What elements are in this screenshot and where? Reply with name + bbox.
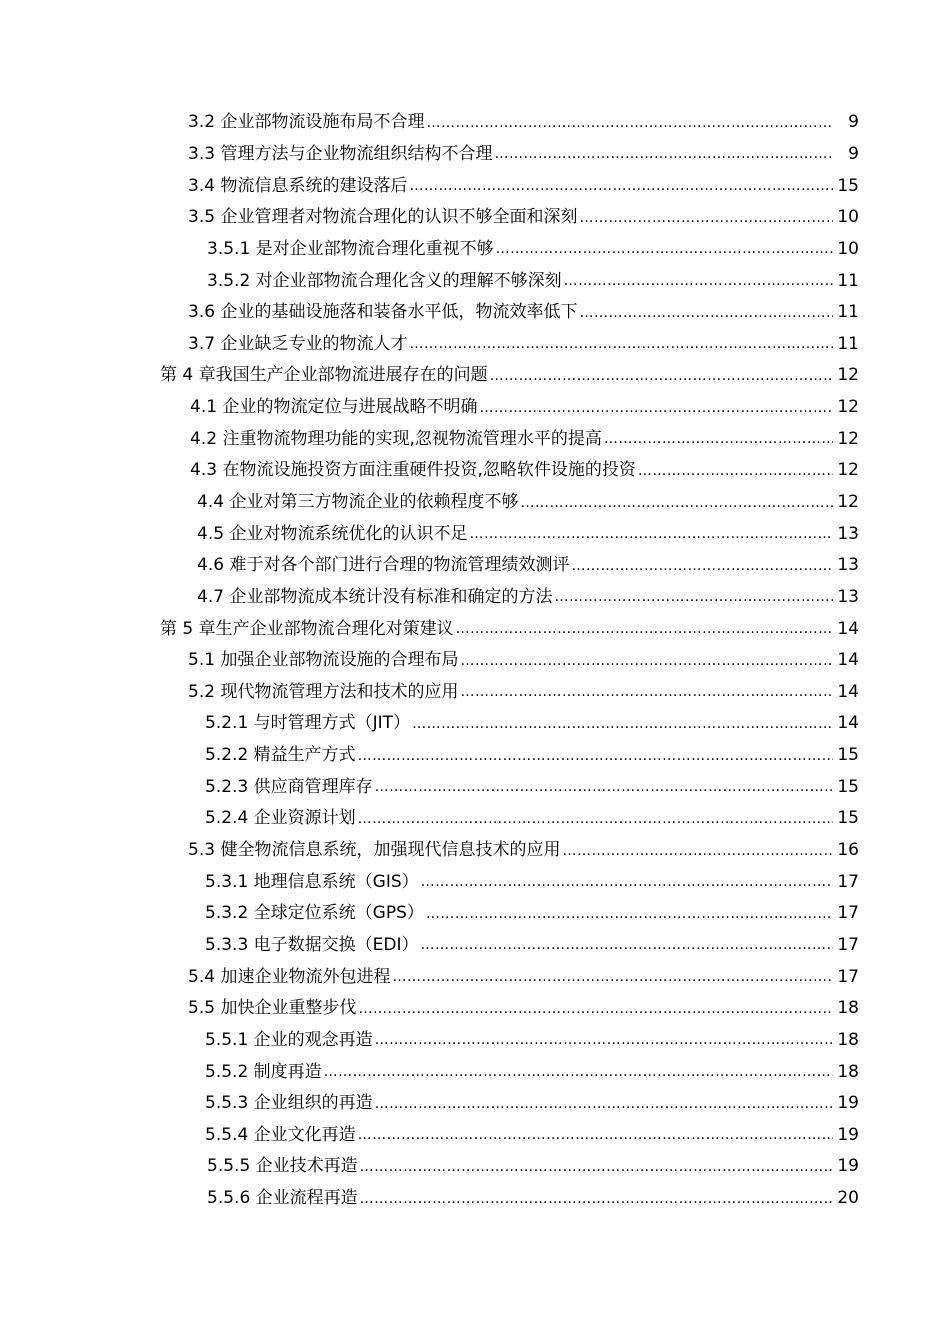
toc-entry-title: 4.4 企业对第三方物流企业的依赖程度不够	[197, 492, 519, 512]
toc-entry-title: 5.5.3 企业组织的再造	[205, 1093, 373, 1114]
toc-entry[interactable]	[0, 455, 950, 487]
toc-entry[interactable]	[0, 1088, 950, 1120]
toc-entry[interactable]	[0, 708, 950, 740]
toc-entry[interactable]	[0, 392, 950, 424]
toc-entry-title: 5.3.2 全球定位系统（GPS）	[205, 903, 424, 924]
toc-entry[interactable]	[0, 582, 950, 614]
toc-page-number: 15	[837, 776, 859, 797]
toc-page-number: 12	[837, 365, 859, 386]
toc-dot-leader	[409, 177, 833, 195]
toc-page-number: 15	[837, 808, 859, 829]
toc-entry-title: 5.2 现代物流管理方法和技术的应用	[188, 681, 459, 702]
toc-entry[interactable]	[0, 1025, 950, 1057]
toc-page-number: 14	[837, 713, 859, 734]
toc-entry-title: 第 5 章生产企业部物流合理化对策建议	[160, 618, 454, 639]
toc-page-number: 18	[837, 1061, 859, 1082]
toc-page-number: 10	[837, 207, 859, 228]
toc-entry-title: 5.2.4 企业资源计划	[205, 808, 356, 829]
toc-page-number: 17	[837, 903, 859, 924]
toc-page-number: 12	[837, 492, 859, 512]
toc-page-number: 18	[837, 998, 859, 1019]
toc-dot-leader	[562, 842, 833, 860]
toc-entry-title: 3.5.2 对企业部物流合理化含义的理解不够深刻	[207, 270, 562, 291]
toc-entry[interactable]	[0, 234, 950, 266]
toc-page-number: 10	[837, 238, 859, 259]
toc-entry[interactable]	[0, 803, 950, 835]
toc-page-number: 12	[837, 460, 859, 481]
toc-dot-leader	[579, 304, 833, 322]
toc-page-number: 19	[837, 1156, 859, 1177]
toc-dot-leader	[554, 588, 833, 606]
toc-entry[interactable]	[0, 360, 950, 392]
toc-entry[interactable]	[0, 993, 950, 1025]
toc-page-number: 15	[837, 175, 859, 196]
toc-page-number: 9	[848, 112, 859, 133]
toc-entry[interactable]	[0, 835, 950, 867]
toc-entry-title: 3.7 企业缺乏专业的物流人才	[188, 333, 408, 354]
toc-entry-title: 5.5.5 企业技术再造	[207, 1156, 358, 1177]
toc-entry[interactable]	[0, 487, 950, 519]
toc-entry-title: 5.2.2 精益生产方式	[205, 745, 356, 766]
toc-entry[interactable]	[0, 930, 950, 962]
toc-entry-title: 4.3 在物流设施投资方面注重硬件投资,忽略软件设施的投资	[190, 460, 636, 481]
toc-dot-leader	[360, 1190, 833, 1208]
toc-entry-title: 4.5 企业对物流系统优化的认识不足	[197, 523, 468, 544]
toc-page-number: 14	[837, 618, 859, 639]
toc-dot-leader	[604, 430, 833, 448]
toc-entry[interactable]	[0, 771, 950, 803]
toc-entry[interactable]	[0, 423, 950, 455]
toc-dot-leader	[564, 272, 833, 290]
toc-dot-leader	[412, 715, 833, 733]
toc-dot-leader	[460, 683, 833, 701]
toc-entry-title: 3.6 企业的基础设施落和装备水平低，物流效率低下	[188, 302, 578, 323]
toc-page-number: 19	[837, 1124, 859, 1145]
toc-page-number: 13	[837, 555, 859, 576]
toc-entry-title: 3.5 企业管理者对物流合理化的认识不够全面和深刻	[188, 207, 578, 228]
toc-dot-leader	[426, 905, 833, 923]
toc-dot-leader	[421, 936, 833, 954]
toc-entry-title: 5.2.3 供应商管理库存	[205, 776, 373, 797]
toc-dot-leader	[469, 525, 833, 543]
toc-entry[interactable]	[0, 1151, 950, 1183]
toc-dot-leader	[460, 652, 833, 670]
toc-page-number: 17	[837, 871, 859, 892]
toc-entry-title: 5.4 加速企业物流外包进程	[188, 966, 391, 987]
toc-entry[interactable]	[0, 1120, 950, 1152]
toc-dot-leader	[358, 810, 833, 828]
toc-entry[interactable]	[0, 961, 950, 993]
toc-entry[interactable]	[0, 1183, 950, 1215]
toc-dot-leader	[358, 1000, 833, 1018]
toc-page-number: 14	[837, 650, 859, 671]
toc-page-number: 14	[837, 681, 859, 702]
toc-page-number: 20	[837, 1188, 859, 1209]
toc-dot-leader	[421, 873, 833, 891]
toc-entry-title: 5.5.4 企业文化再造	[205, 1124, 356, 1145]
toc-entry[interactable]	[0, 613, 950, 645]
toc-page-number: 13	[837, 523, 859, 544]
toc-entry[interactable]	[0, 740, 950, 772]
toc-entry[interactable]	[0, 202, 950, 234]
toc-dot-leader	[638, 462, 833, 480]
toc-entry-title: 5.5 加快企业重整步伐	[188, 998, 357, 1019]
toc-dot-leader	[426, 114, 833, 132]
toc-dot-leader	[324, 1063, 833, 1081]
toc-dot-leader	[520, 494, 833, 512]
table-of-contents	[0, 107, 950, 1214]
toc-entry-title: 5.3.1 地理信息系统（GIS）	[205, 871, 419, 892]
toc-page-number: 19	[837, 1093, 859, 1114]
toc-dot-leader	[392, 968, 833, 986]
toc-entry[interactable]	[0, 107, 950, 139]
toc-dot-leader	[409, 335, 833, 353]
toc-entry[interactable]	[0, 645, 950, 677]
toc-entry[interactable]	[0, 1056, 950, 1088]
toc-entry-title: 5.5.6 企业流程再造	[207, 1188, 358, 1209]
toc-entry-title: 5.3.3 电子数据交换（EDI）	[205, 934, 419, 955]
toc-entry-title: 第 4 章我国生产企业部物流进展存在的问题	[160, 365, 488, 386]
toc-entry-title: 4.1 企业的物流定位与进展战略不明确	[190, 397, 478, 418]
toc-page-number: 13	[837, 586, 859, 607]
toc-entry[interactable]	[0, 170, 950, 202]
toc-dot-leader	[360, 1158, 833, 1176]
toc-dot-leader	[375, 778, 833, 796]
toc-page-number: 11	[837, 333, 859, 354]
toc-page-number: 11	[837, 302, 859, 323]
toc-dot-leader	[358, 747, 833, 765]
toc-dot-leader	[358, 1126, 833, 1144]
toc-dot-leader	[494, 145, 833, 163]
toc-entry[interactable]	[0, 328, 950, 360]
toc-entry[interactable]	[0, 898, 950, 930]
toc-entry-title: 3.4 物流信息系统的建设落后	[188, 175, 408, 196]
toc-page-number: 12	[837, 428, 859, 449]
toc-page-number: 11	[837, 270, 859, 291]
toc-dot-leader	[479, 399, 833, 417]
toc-page-number: 16	[837, 840, 859, 861]
toc-dot-leader	[490, 367, 833, 385]
toc-entry[interactable]	[0, 297, 950, 329]
toc-dot-leader	[375, 1031, 833, 1049]
toc-page-number: 12	[837, 397, 859, 418]
toc-entry-title: 3.3 管理方法与企业物流组织结构不合理	[188, 143, 493, 164]
toc-page-number: 15	[837, 745, 859, 766]
toc-entry-title: 3.5.1 是对企业部物流合理化重视不够	[207, 238, 494, 259]
toc-entry-title: 4.7 企业部物流成本统计没有标准和确定的方法	[197, 586, 553, 607]
toc-dot-leader	[496, 240, 833, 258]
toc-entry-title: 5.5.2 制度再造	[205, 1061, 322, 1082]
toc-entry-title: 5.1 加强企业部物流设施的合理布局	[188, 650, 459, 671]
toc-entry[interactable]	[0, 518, 950, 550]
toc-dot-leader	[456, 620, 833, 638]
toc-entry[interactable]	[0, 139, 950, 171]
toc-page-number: 17	[837, 934, 859, 955]
toc-dot-leader	[375, 1095, 833, 1113]
toc-page-number: 9	[848, 143, 859, 164]
toc-entry[interactable]	[0, 265, 950, 297]
toc-entry-title: 4.6 难于对各个部门进行合理的物流管理绩效测评	[197, 555, 570, 576]
toc-entry[interactable]	[0, 550, 950, 582]
toc-entry-title: 5.5.1 企业的观念再造	[205, 1029, 373, 1050]
toc-entry-title: 4.2 注重物流物理功能的实现,忽视物流管理水平的提高	[190, 428, 602, 449]
toc-page-number: 18	[837, 1029, 859, 1050]
toc-entry-title: 3.2 企业部物流设施布局不合理	[188, 112, 425, 133]
toc-entry-title: 5.2.1 与时管理方式（JIT）	[205, 713, 411, 734]
toc-entry-title: 5.3 健全物流信息系统，加强现代信息技术的应用	[188, 840, 561, 861]
toc-dot-leader	[571, 557, 833, 575]
toc-dot-leader	[579, 209, 833, 227]
toc-entry[interactable]	[0, 677, 950, 709]
toc-page-number: 17	[837, 966, 859, 987]
toc-entry[interactable]	[0, 866, 950, 898]
